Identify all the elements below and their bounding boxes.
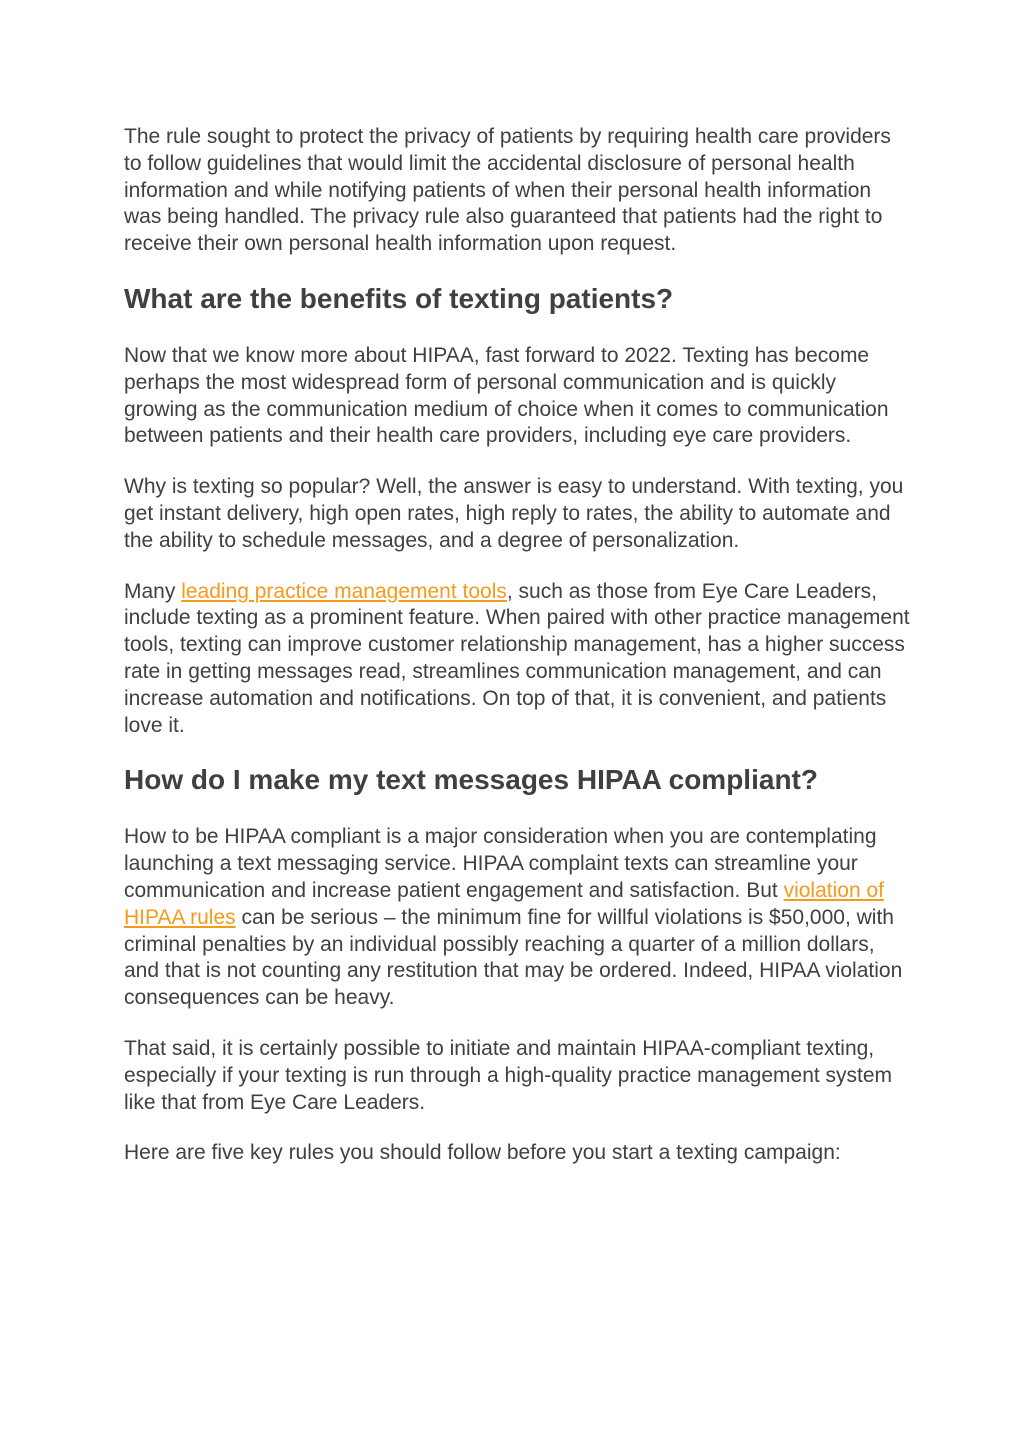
compliant-texting-paragraph: That said, it is certainly possible to initiate and maintain HIPAA-compliant texting, especially if your texting is run through a high-quality practice management system like that from Eye Care Leaders. xyxy=(124,1036,893,1114)
hipaa-text-before: How to be HIPAA compliant is a major consideration when you are contemplating launching a text messaging service. HIPAA complaint texts can streamline your communication and increase patient engagement and satisfaction. But xyxy=(124,825,877,902)
texting-popularity-paragraph: Why is texting so popular? Well, the answer is easy to understand. With texting, you get instant delivery, high open rates, high reply to rates, the ability to automate and the ability to schedule messages, and a degree of personalization. xyxy=(124,475,904,552)
privacy-rule-paragraph: The rule sought to protect the privacy of patients by requiring health care providers to follow guidelines that would limit the accidental disclosure of personal health information and while notifying patients of when their personal health information was being handled. The privacy rule also guaranteed that patients had the right to receive their own personal health information upon request. xyxy=(124,125,891,256)
practice-tools-text-after: , such as those from Eye Care Leaders, include texting as a prominent feature. When paired with other practice management tools, texting can improve customer relationship management, has a higher success rate in getting messages read, streamlines communication management, and can increase automation and notifications. On top of that, it is convenient, and patients love it. xyxy=(124,579,910,737)
hipaa-violation-link[interactable]: violation of HIPAA rules xyxy=(124,878,884,929)
hipaa-consideration-paragraph xyxy=(124,824,914,1012)
practice-tools-text-before: Many xyxy=(124,579,182,603)
key-rules-intro-paragraph: Here are five key rules you should follow before you start a texting campaign: xyxy=(124,1141,841,1165)
document-page xyxy=(124,124,914,1191)
practice-management-tools-link[interactable]: leading practice management tools xyxy=(181,579,507,603)
benefits-heading: What are the benefits of texting patients? xyxy=(124,282,674,314)
texting-growth-paragraph: Now that we know more about HIPAA, fast forward to 2022. Texting has become perhaps the most widespread form of personal communication and is quickly growing as the communication medium of choice when it comes to communication between patients and their health care providers, including eye care providers. xyxy=(124,343,889,448)
hipaa-text-after: can be serious – the minimum fine for willful violations is $50,000, with criminal penalties by an individual possibly reaching a quarter of a million dollars, and that is not counting any restitution that may be ordered. Indeed, HIPAA violation consequences can be heavy. xyxy=(124,905,903,1010)
practice-tools-paragraph xyxy=(124,579,914,740)
hipaa-compliance-heading: How do I make my text messages HIPAA compliant? xyxy=(124,764,818,796)
